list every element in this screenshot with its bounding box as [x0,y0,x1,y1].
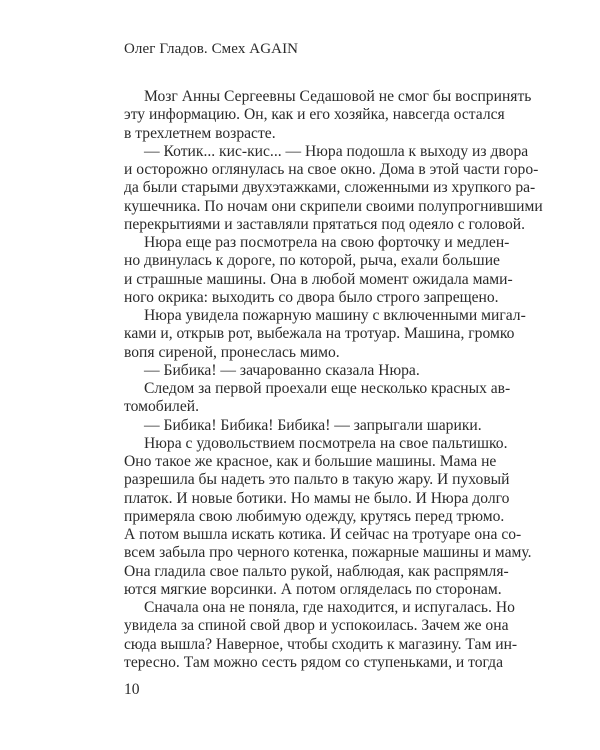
page-number: 10 [124,681,140,698]
text-line: Следом за первой проехали еще несколько красных ав- [144,380,511,397]
text-line: всем забыла про черного котенка, пожарные машины и маму. [124,544,532,562]
text-line: Нюра с удовольствием посмотрела на свое пальтишко. [144,434,508,452]
text-line: — Бибика! Бибика! Бибика! — запрыгали шарики. [144,416,482,434]
text-line: А потом вышла искать котика. И сейчас на тротуаре она со- [124,526,522,543]
text-line: тересно. Там можно сесть рядом со ступеньками, и тогда [124,653,504,671]
text-line: разрешила бы надеть это пальто в такую жару. И пуховый [124,471,510,489]
text-line: да были старыми двухэтажками, сложенными из хрупкого ра- [124,179,536,197]
text-line: — Бибика! — зачарованно сказала Нюра. [144,361,420,379]
text-line: ного окрика: выходить со двора было строго запрещено. [124,288,499,306]
paragraph [124,307,526,362]
paragraph [124,88,532,143]
text-line: перекрытиями и заставляли прятаться под одеяло с головой. [124,215,526,233]
text-line: Нюра еще раз посмотрела на свою форточку и медлен- [144,234,510,251]
text-line: увидела за спиной свой двор и успокоилась. Зачем же она [124,617,509,635]
paragraph [124,434,532,599]
text-line: ками и, открыв рот, выбежала на тротуар. Машина, громко [124,325,515,343]
running-head: Олег Гладов. Смех AGAIN [124,41,299,57]
paragraph [124,362,490,380]
text-line: примеряла свою любимую одежду, крутясь перед трюмо. [124,507,505,525]
text-line: Нюра увидела пожарную машину с включенными мигал- [144,307,526,324]
text-line: — Котик... кис-кис... — Нюра подошла к выходу из двора [144,142,529,160]
text-line: Мозг Анны Сергеевны Седашовой не смог бы воспринять [144,88,532,105]
paragraph [124,234,513,307]
text-line: сюда вышла? Наверное, чтобы сходить к магазину. Там ин- [124,635,518,653]
text-line: томобилей. [124,398,199,416]
paragraph [124,380,511,417]
paragraph [124,599,518,672]
text-line: Сначала она не поняла, где находится, и испугалась. Но [144,599,515,616]
text-line: кушечника. По ночам они скрипели своими полупрогнившими [124,197,543,215]
text-line: Она гладила свое пальто рукой, наблюдая, как распрямля- [124,562,509,580]
paragraph [124,417,490,435]
paragraph [124,142,543,234]
text-line: платок. И новые ботики. Но мамы не было. И Нюра долго [124,489,510,507]
text-line: вопя сиреной, пронеслась мимо. [124,343,340,361]
text-line: ются мягкие ворсинки. А потом огляделась по сторонам. [124,580,502,598]
text-line: в трехлетнем возрасте. [124,124,276,142]
text-line: и страшные машины. Она в любой момент ожидала мами- [124,270,513,288]
text-line: но двинулась к дороге, по которой, рыча, ехали большие [124,252,500,270]
text-line: эту информацию. Он, как и его хозяйка, навсегда остался [124,106,505,124]
body-text [124,88,543,672]
text-line: Оно такое же красное, как и большие машины. Мама не [124,453,497,470]
text-line: и осторожно оглянулась на свое окно. Дома в этой части горо- [124,161,539,178]
